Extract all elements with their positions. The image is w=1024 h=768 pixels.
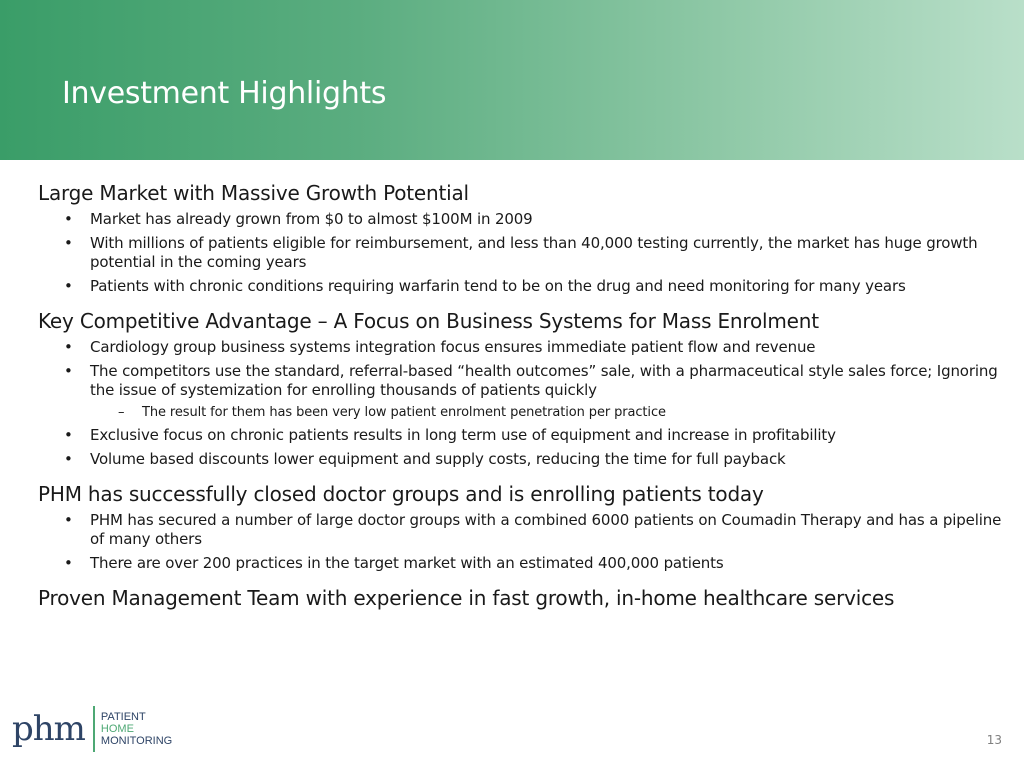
bullet-text: Patients with chronic conditions requiring warfarin tend to be on the drug and need monitoring for many years — [90, 277, 906, 295]
bullet-item — [38, 511, 1010, 549]
bullet-text: Market has already grown from $0 to almost $100M in 2009 — [90, 210, 533, 228]
bullet-text: With millions of patients eligible for reimbursement, and less than 40,000 testing currently, the market has huge growth potential in the coming years — [90, 234, 978, 271]
bullet-dot-icon: • — [64, 234, 73, 252]
bullet-item — [38, 426, 1010, 445]
section-heading: Large Market with Massive Growth Potential — [38, 181, 469, 205]
bullet-item — [38, 234, 1010, 272]
section-heading: PHM has successfully closed doctor groups and is enrolling patients today — [38, 482, 764, 506]
slide-title: Investment Highlights — [62, 76, 387, 111]
sub-bullet-item — [90, 404, 1010, 421]
bullet-list — [38, 338, 1010, 469]
logo-line-patient: PATIENT — [100, 711, 146, 723]
bullet-item — [38, 277, 1010, 296]
logo-line-home: HOME — [100, 723, 134, 735]
bullet-dot-icon: • — [64, 277, 73, 295]
bullet-item — [38, 210, 1010, 229]
logo-line-monitoring: MONITORING — [100, 735, 173, 747]
logo-mark: phm — [12, 709, 85, 749]
sub-bullet-list — [90, 404, 1010, 421]
bullet-list — [38, 511, 1010, 573]
bullet-dot-icon: • — [64, 511, 73, 529]
logo-wordmark — [101, 711, 172, 747]
bullet-list — [38, 210, 1010, 296]
sub-bullet-text: The result for them has been very low patient enrolment penetration per practice — [142, 405, 666, 420]
section-heading: Proven Management Team with experience in fast growth, in-home healthcare services — [38, 586, 895, 610]
bullet-dot-icon: • — [64, 210, 73, 228]
bullet-dot-icon: • — [64, 362, 73, 380]
section-phm-progress — [38, 481, 1010, 573]
logo-divider — [93, 706, 95, 752]
section-large-market — [38, 180, 1010, 296]
bullet-text: PHM has secured a number of large doctor groups with a combined 6000 patients on Coumadin Therapy and has a pipeline of many others — [90, 511, 1002, 548]
section-competitive-advantage — [38, 308, 1010, 469]
phm-logo — [12, 704, 172, 754]
bullet-item — [38, 362, 1010, 421]
dash-icon: – — [118, 405, 125, 420]
bullet-text: Cardiology group business systems integration focus ensures immediate patient flow and revenue — [90, 338, 816, 356]
bullet-item — [38, 450, 1010, 469]
bullet-dot-icon: • — [64, 426, 73, 444]
bullet-text: Exclusive focus on chronic patients results in long term use of equipment and increase in profitability — [90, 426, 836, 444]
bullet-item — [38, 554, 1010, 573]
bullet-text: Volume based discounts lower equipment and supply costs, reducing the time for full payback — [90, 450, 786, 468]
bullet-dot-icon: • — [64, 554, 73, 572]
section-heading: Key Competitive Advantage – A Focus on Business Systems for Mass Enrolment — [38, 309, 819, 333]
bullet-text: The competitors use the standard, referral-based “health outcomes” sale, with a pharmaceutical style sales force; Ignoring the issue of systemization for enrolling thousands of patients quickly — [90, 362, 998, 399]
bullet-dot-icon: • — [64, 338, 73, 356]
slide-content — [38, 180, 1010, 623]
bullet-item — [38, 338, 1010, 357]
section-management-team — [38, 585, 1010, 611]
bullet-text: There are over 200 practices in the target market with an estimated 400,000 patients — [90, 554, 724, 572]
page-number: 13 — [986, 733, 1002, 747]
bullet-dot-icon: • — [64, 450, 73, 468]
